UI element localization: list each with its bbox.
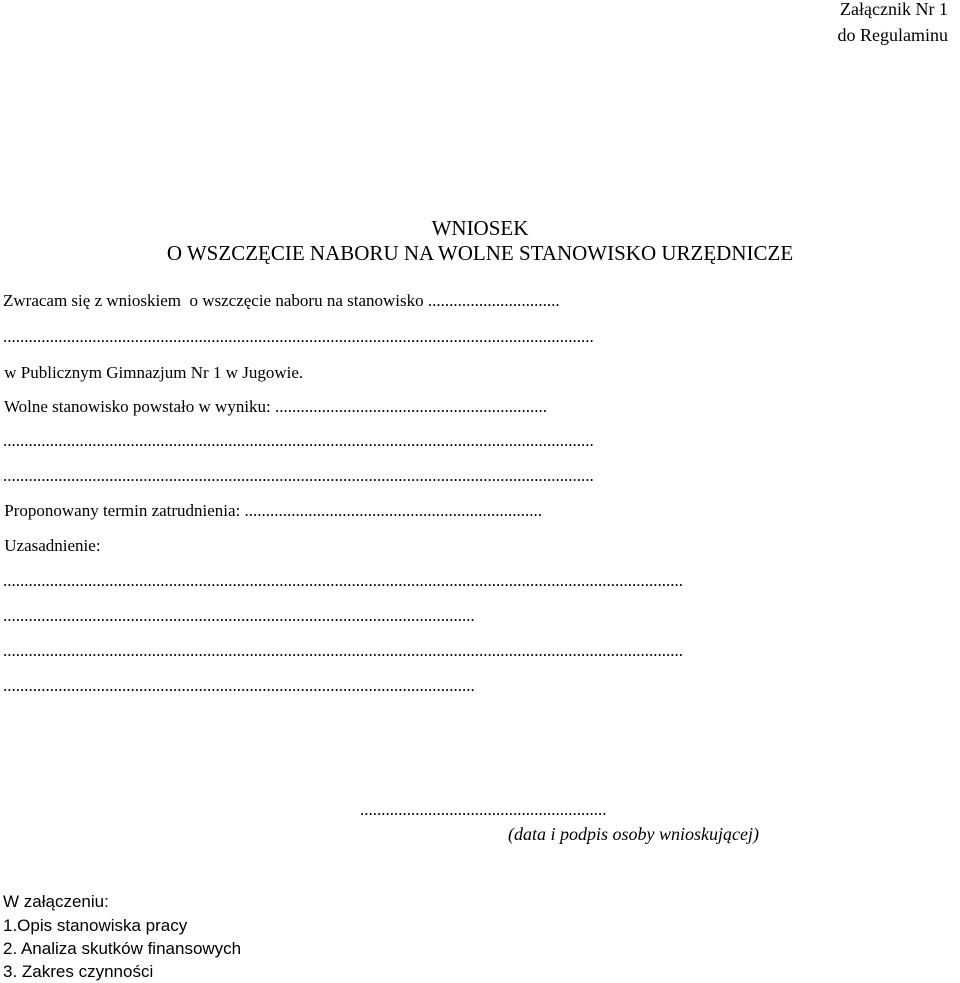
justification-line-3: ................................................................................................................................................................ [3,641,683,660]
justification-label: Uzasadnienie: [0,536,101,555]
attachment-item: 2. Analiza skutków finansowych [3,939,242,958]
signature-caption: (data i podpis osoby wnioskującej) [508,824,759,844]
reason-continuation-line-2: ........................................................................................................................................... [3,466,594,485]
reason-continuation-line-1: ........................................................................................................................................... [3,431,594,450]
request-line: Zwracam się z wnioskiem o wszczęcie naboru na stanowisko ............................... [3,291,560,310]
regulation-reference: do Regulaminu [837,25,948,45]
proposed-date-line: Proponowany termin zatrudnienia: ...................................................................... [0,501,543,520]
school-line: w Publicznym Gimnazjum Nr 1 w Jugowie. [0,363,304,382]
attachment-item: 1.Opis stanowiska pracy [3,916,188,935]
signature-line: .......................................................... [360,800,607,819]
justification-line-1: ................................................................................................................................................................ [3,571,683,590]
justification-line-4: ............................................................................................................... [3,676,475,695]
attachments-label: W załączeniu: [3,892,109,911]
document-title: WNIOSEK [431,216,529,240]
request-continuation-line: ........................................................................................................................................... [3,327,594,346]
justification-line-2: ............................................................................................................... [3,606,475,625]
reason-line: Wolne stanowisko powstało w wyniku: ................................................................ [0,397,548,416]
attachment-item: 3. Zakres czynności [3,962,154,981]
appendix-label: Załącznik Nr 1 [840,0,948,19]
document-subtitle: O WSZCZĘCIE NABORU NA WOLNE STANOWISKO URZĘDNICZE [166,241,794,265]
